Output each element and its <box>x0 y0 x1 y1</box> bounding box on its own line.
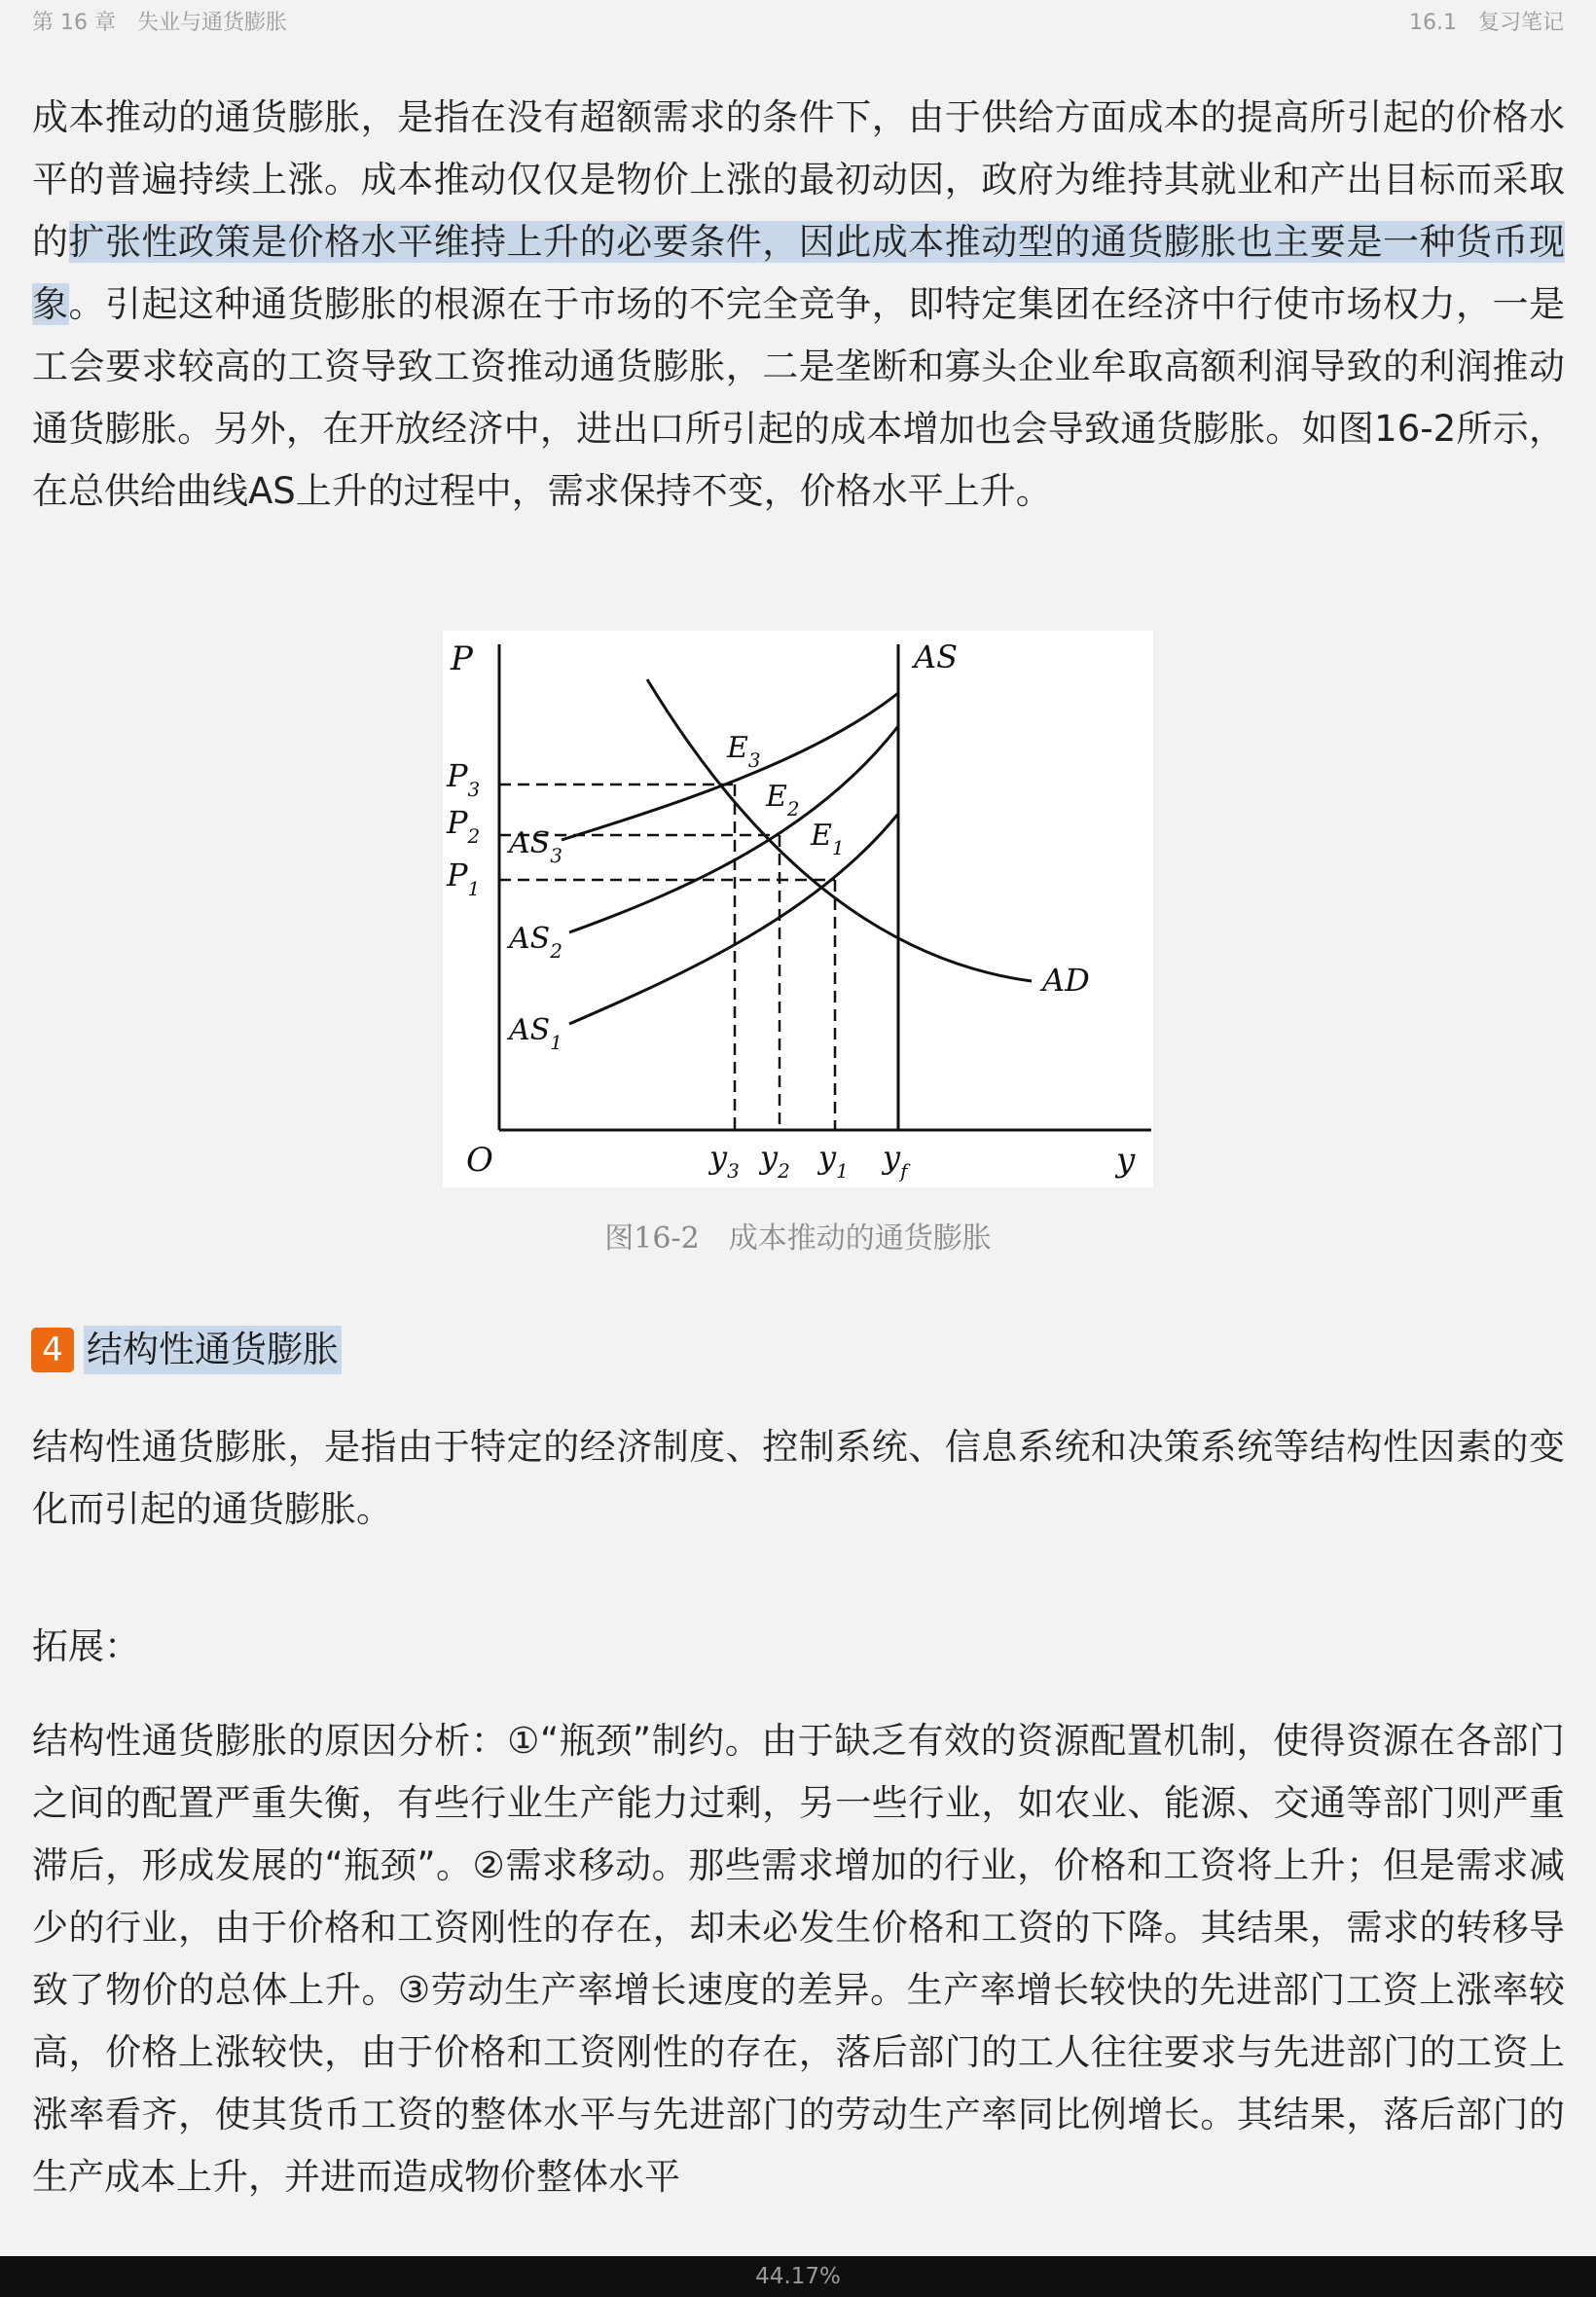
as3-label: $AS_3$ <box>509 826 562 867</box>
reader-footer <box>0 2256 1596 2297</box>
equilibrium-1-label: $E_1$ <box>811 819 845 859</box>
section-title: 复习笔记 <box>1477 11 1564 35</box>
price-level-2-label: $P_2$ <box>447 804 481 848</box>
chart-svg <box>443 631 1153 1187</box>
section-number: 16.1 <box>1409 11 1457 35</box>
equilibrium-2-label: $E_2$ <box>766 780 800 820</box>
output-f-label: $y_f$ <box>883 1139 908 1183</box>
as1-label: $AS_1$ <box>509 1013 562 1054</box>
paragraph-text: 成本推动的通货膨胀，是指在没有超额需求的条件下，由于供给方面成本的提高所引起的价格水平的普遍持续上涨。成本推动仅仅是物价上涨的最初动因，政府为维持其就业和产出目标而采取的 <box>32 96 1565 263</box>
as-vertical-label: AS <box>914 638 959 675</box>
extension-label: 拓展： <box>32 1625 140 1667</box>
as2-label: $AS_2$ <box>509 922 562 963</box>
figure-cost-push-inflation[interactable] <box>443 631 1153 1187</box>
paragraph-cost-push[interactable] <box>32 87 1565 523</box>
paragraph-structural[interactable]: 结构性通货膨胀，是指由于特定的经济制度、控制系统、信息系统和决策系统等结构性因素的变化而引起的通货膨胀。 <box>32 1426 1565 1530</box>
highlighted-text[interactable]: 扩张性政策是价格水平维持上升的必要条件，因此成本推动型的通货膨胀也主要是一种货币现象 <box>32 221 1566 325</box>
chapter-number: 第 16 章 <box>32 11 116 35</box>
chapter-title: 失业与通货膨胀 <box>136 11 287 35</box>
ad-label: AD <box>1042 962 1090 999</box>
price-level-3-label: $P_3$ <box>447 757 481 801</box>
paragraph-text: 。引起这种通货膨胀的根源在于市场的不完全竞争，即特定集团在经济中行使市场权力，一是工会要求较高的工资导致工资推动通货膨胀，二是垄断和寡头企业牟取高额利润导致的利润推动通货膨胀。另外，在开放经济中，进出口所引起的成本增加也会导致通货膨胀。如图16-2所示，在总供给曲线AS上升的过程中，需求保持不变，价格水平上升。 <box>32 283 1566 512</box>
price-level-1-label: $P_1$ <box>447 857 481 900</box>
output-3-label: $y_3$ <box>709 1139 740 1183</box>
paragraph-structural-causes[interactable]: 结构性通货膨胀的原因分析：①“瓶颈”制约。由于缺乏有效的资源配置机制，使得资源在各部门之间的配置严重失衡，有些行业生产能力过剩，另一些行业，如农业、能源、交通等部门则严重滞后，形成发展的“瓶颈”。②需求移动。那些需求增加的行业，价格和工资将上升；但是需求减少的行业，由于价格和工资刚性的存在，却未必发生价格和工资的下降。其结果，需求的转移导致了物价的总体上升。③劳动生产率增长速度的差异。生产率增长较快的先进部门工资上涨率较高，价格上涨较快，由于价格和工资刚性的存在，落后部门的工人往往要求与先进部门的工资上涨率看齐，使其货币工资的整体水平与先进部门的劳动生产率同比例增长。其结果，落后部门的生产成本上升，并进而造成物价整体水平 <box>32 1720 1565 2198</box>
figure-caption <box>0 1214 1596 1257</box>
section-number-badge: 4 <box>31 1328 74 1372</box>
chapter-label <box>32 6 287 36</box>
section-heading-text[interactable]: 结构性通货膨胀 <box>84 1326 342 1374</box>
reader-header <box>0 0 1596 43</box>
as3-curve <box>562 693 898 840</box>
y-axis-label: P <box>451 639 473 678</box>
reading-progress: 44.17% <box>755 2264 841 2289</box>
section-label <box>1409 6 1564 36</box>
x-axis-label: y <box>1116 1141 1136 1180</box>
equilibrium-3-label: $E_3$ <box>727 731 761 772</box>
origin-label: O <box>466 1141 493 1180</box>
figure-number: 图16-2 <box>604 1221 700 1256</box>
output-2-label: $y_2$ <box>760 1139 790 1183</box>
ad-curve <box>647 679 1032 981</box>
figure-title: 成本推动的通货膨胀 <box>728 1221 992 1256</box>
section-heading[interactable] <box>31 1326 342 1374</box>
output-1-label: $y_1$ <box>818 1139 849 1183</box>
